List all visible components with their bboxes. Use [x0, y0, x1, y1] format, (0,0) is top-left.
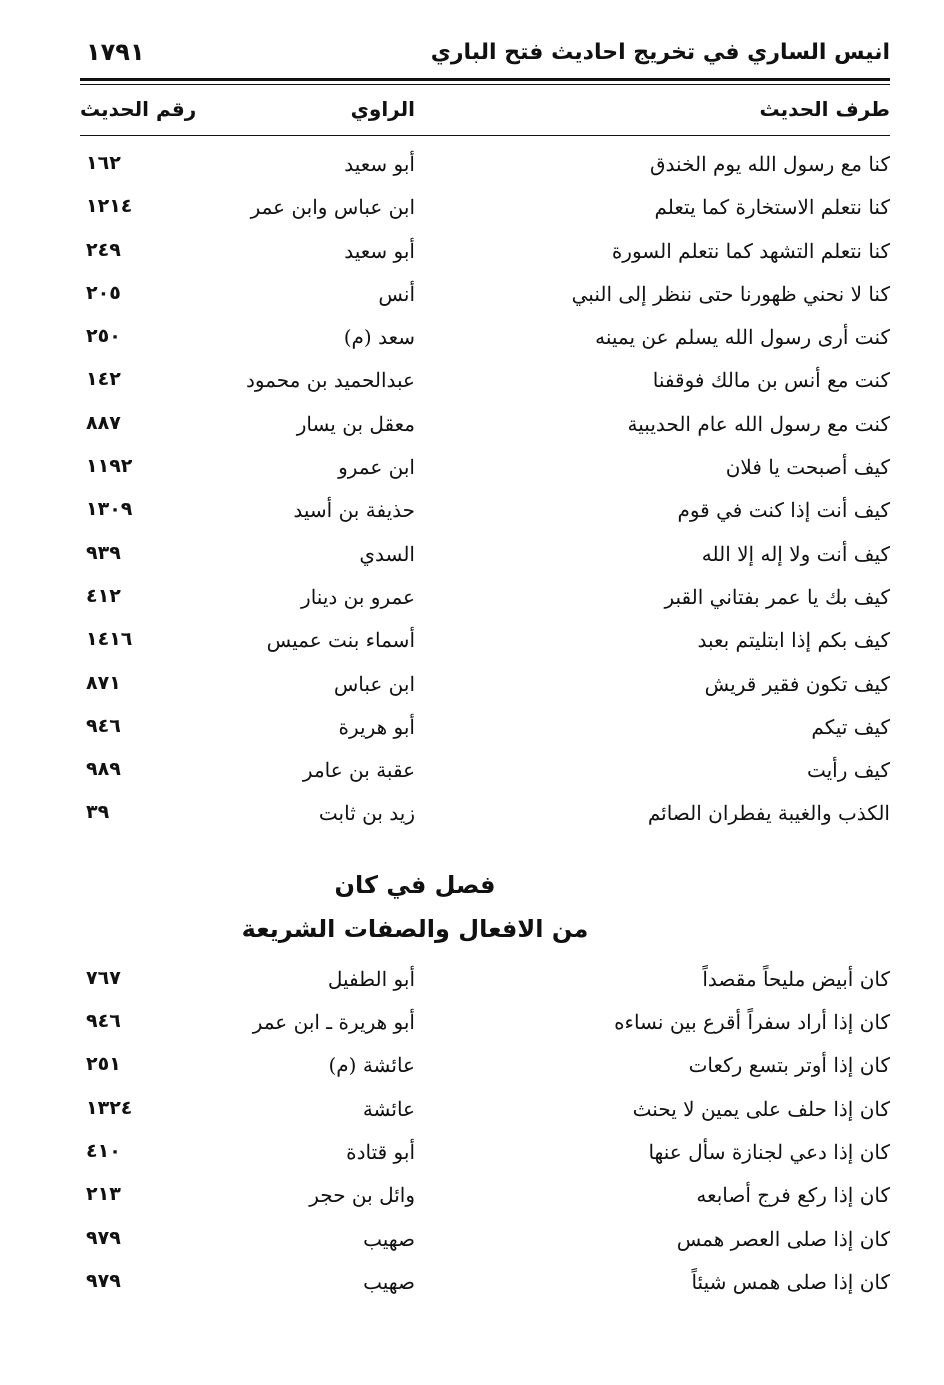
section-heading: [80, 863, 890, 951]
hadith-text: كنا نتعلم التشهد كما نتعلم السورة: [611, 238, 890, 263]
narrator-name: أبو هريرة: [338, 714, 415, 739]
header-rule-thick: [80, 78, 890, 81]
narrator-name: وائل بن حجر: [309, 1183, 415, 1208]
table-row: [80, 1136, 890, 1179]
column-headers: [80, 85, 890, 135]
hadith-text: كيف تيكم: [811, 714, 890, 739]
table-row: [80, 581, 890, 624]
hadith-number: ٤١٠: [86, 1139, 121, 1162]
table-row: [80, 1049, 890, 1092]
hadith-number: ٣٩: [86, 801, 110, 824]
hadith-number: ١٣٠٩: [86, 498, 133, 521]
page-number: ١٧٩١: [86, 38, 145, 66]
table-row: [80, 364, 890, 407]
hadith-text: كنا نتعلم الاستخارة كما يتعلم: [654, 195, 890, 220]
table-row: [80, 235, 890, 278]
section-title-line-1: فصل في كان: [334, 870, 496, 899]
column-header-number: رقم الحديث: [80, 97, 197, 121]
column-header-narrator: الراوي: [350, 97, 415, 121]
narrator-name: أسماء بنت عميس: [266, 628, 415, 653]
hadith-text: كيف أصبحت يا فلان: [725, 455, 890, 480]
hadith-text: كنا لا نحني ظهورنا حتى ننظر إلى النبي: [571, 281, 890, 306]
hadith-text: كان إذا ركع فرج أصابعه: [696, 1183, 890, 1208]
hadith-number: ٢٠٥: [86, 281, 121, 304]
narrator-name: أبو قتادة: [346, 1139, 415, 1164]
hadith-number: ١٣٢٤: [86, 1096, 133, 1119]
table-row: [80, 148, 890, 191]
hadith-number: ٩٧٩: [86, 1269, 121, 1292]
hadith-number: ١٦٢: [86, 152, 121, 174]
hadith-text: كان إذا صلى العصر همس: [676, 1226, 890, 1251]
narrator-name: أبو سعيد: [344, 238, 415, 263]
hadith-number: ٨٧١: [86, 671, 121, 694]
hadith-number: ٢١٣: [86, 1183, 121, 1206]
hadith-number: ٧٦٧: [86, 966, 121, 989]
hadith-text: كيف بك يا عمر بفتاني القبر: [664, 584, 890, 609]
hadith-number: ١٤٢: [86, 368, 121, 391]
narrator-name: أبو الطفيل: [327, 966, 415, 991]
hadith-number: ٢٤٩: [86, 238, 121, 261]
table-row: [80, 754, 890, 797]
narrator-name: ابن عمرو: [338, 455, 415, 480]
table-row: [80, 797, 890, 840]
hadith-text: الكذب والغيبة يفطران الصائم: [647, 801, 890, 826]
hadith-text: كان إذا أوتر بتسع ركعات: [688, 1053, 890, 1078]
narrator-name: صهيب: [363, 1269, 415, 1294]
table-row: [80, 711, 890, 754]
table-row: [80, 1093, 890, 1136]
narrator-name: سعد (م): [343, 325, 415, 350]
hadith-text: كان إذا صلى همس شيئاً: [691, 1269, 890, 1294]
running-header: [80, 30, 890, 78]
table-row: [80, 321, 890, 364]
table-row: [80, 494, 890, 537]
hadith-text: كنت مع أنس بن مالك فوقفنا: [652, 368, 890, 393]
hadith-text: كان إذا أراد سفراً أقرع بين نساءه: [614, 1010, 890, 1035]
table-row: [80, 668, 890, 711]
hadith-text: كنت مع رسول الله عام الحديبية: [627, 411, 890, 436]
table-row: [80, 1006, 890, 1049]
table-row: [80, 624, 890, 667]
hadith-text: كان أبيض مليحاً مقصداً: [702, 966, 890, 991]
narrator-name: حذيفة بن أسيد: [293, 498, 415, 523]
hadith-number: ٩٧٩: [86, 1226, 121, 1249]
hadith-number: ٨٨٧: [86, 411, 121, 434]
narrator-name: صهيب: [363, 1226, 415, 1251]
hadith-text: كيف أنت ولا إله إلا الله: [701, 541, 890, 566]
column-header-hadith: طرف الحديث: [759, 97, 890, 121]
index-page: [80, 30, 890, 1309]
running-title: انيس الساري في تخريج احاديث فتح الباري: [430, 40, 890, 65]
section-title-line-2: من الافعال والصفات الشريعة: [241, 914, 589, 943]
narrator-name: معقل بن يسار: [296, 411, 415, 436]
column-header-rule: [80, 135, 890, 136]
narrator-name: السدي: [359, 541, 415, 566]
hadith-number: ٩٨٩: [86, 758, 121, 781]
hadith-text: كنت أرى رسول الله يسلم عن يمينه: [595, 325, 890, 350]
table-row: [80, 538, 890, 581]
narrator-name: عائشة (م): [328, 1053, 415, 1078]
narrator-name: ابن عباس وابن عمر: [250, 195, 415, 220]
hadith-number: ٢٥١: [86, 1053, 121, 1076]
table-row: [80, 408, 890, 451]
hadith-number: ١١٩٢: [86, 455, 133, 478]
narrator-name: أبو هريرة ـ ابن عمر: [252, 1010, 415, 1035]
hadith-text: كيف تكون فقير قريش: [704, 671, 890, 696]
table-row: [80, 1223, 890, 1266]
table-row: [80, 191, 890, 234]
section-index-table: [80, 963, 890, 1309]
hadith-text: كان إذا دعي لجنازة سأل عنها: [648, 1139, 890, 1164]
hadith-text: كان إذا حلف على يمين لا يحنث: [632, 1096, 890, 1121]
hadith-text: كنا مع رسول الله يوم الخندق: [650, 152, 890, 176]
narrator-name: ابن عباس: [333, 671, 415, 696]
table-row: [80, 451, 890, 494]
hadith-number: ٩٣٩: [86, 541, 121, 564]
hadith-number: ١٤١٦: [86, 628, 133, 651]
hadith-number: ٢٥٠: [86, 325, 121, 348]
table-row: [80, 278, 890, 321]
hadith-text: كيف رأيت: [806, 758, 890, 783]
hadith-number: ٩٤٦: [86, 1010, 121, 1033]
table-row: [80, 963, 890, 1006]
hadith-number: ٤١٢: [86, 584, 121, 607]
table-row: [80, 1179, 890, 1222]
hadith-text: كيف أنت إذا كنت في قوم: [677, 498, 890, 523]
narrator-name: عمرو بن دينار: [301, 584, 415, 609]
narrator-name: عقبة بن عامر: [302, 758, 415, 783]
hadith-number: ١٢١٤: [86, 195, 133, 218]
narrator-name: عائشة: [362, 1096, 415, 1121]
hadith-number: ٩٤٦: [86, 714, 121, 737]
narrator-name: عبدالحميد بن محمود: [245, 368, 415, 393]
index-table: [80, 148, 890, 841]
table-row: [80, 1266, 890, 1309]
narrator-name: أبو سعيد: [344, 152, 415, 176]
hadith-text: كيف بكم إذا ابتليتم بعبد: [697, 628, 890, 653]
narrator-name: زيد بن ثابت: [318, 801, 415, 826]
narrator-name: أنس: [378, 281, 415, 306]
